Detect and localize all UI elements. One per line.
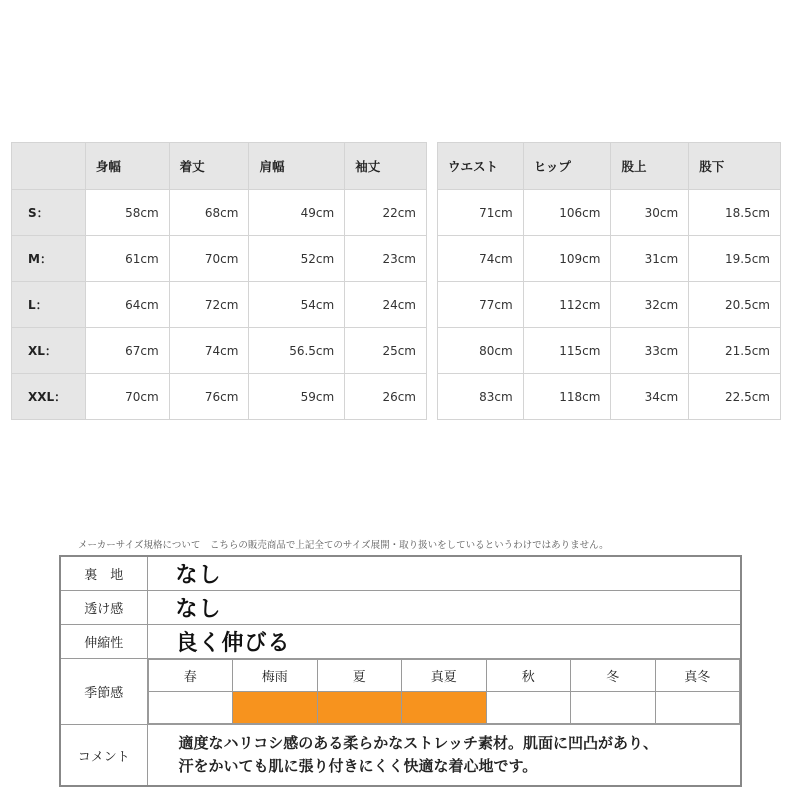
table-cell: 19.5cm (689, 236, 781, 282)
stretch-label: 伸縮性 (60, 625, 147, 659)
attr-row-comment (60, 725, 741, 787)
season-winter: 冬 (571, 660, 656, 692)
table-cell: 74cm (438, 236, 524, 282)
size-label: XXL： (12, 374, 86, 420)
comment-line: 汗をかいても肌に張り付きにくく快適な着心地です。 (178, 757, 538, 775)
season-midwinter: 真冬 (655, 660, 740, 692)
attr-row-season (60, 659, 741, 725)
table-cell: 70cm (169, 236, 249, 282)
table-cell: 25cm (345, 328, 427, 374)
table-row (438, 374, 781, 420)
table-cell: 31cm (611, 236, 689, 282)
size-table-bottom-measurements (437, 142, 781, 420)
table-cell: 26cm (345, 374, 427, 420)
size-label: M： (12, 236, 86, 282)
attr-row-sheer (60, 591, 741, 625)
comment-text (149, 726, 740, 784)
season-indicator-rainy (233, 692, 318, 724)
header-sleeve-length: 袖丈 (345, 143, 427, 190)
attr-row-stretch (60, 625, 741, 659)
table-cell: 22cm (345, 190, 427, 236)
table-cell: 71cm (438, 190, 524, 236)
table-cell: 24cm (345, 282, 427, 328)
table-cell: 72cm (169, 282, 249, 328)
table-row (438, 328, 781, 374)
season-indicator-row (148, 692, 740, 724)
header-body-width: 身幅 (85, 143, 169, 190)
size-label: XL： (12, 328, 86, 374)
season-indicator-spring (148, 692, 233, 724)
table-cell: 30cm (611, 190, 689, 236)
table-cell: 109cm (523, 236, 611, 282)
header-rise: 股上 (611, 143, 689, 190)
season-indicator-midsummer (402, 692, 487, 724)
table-cell: 18.5cm (689, 190, 781, 236)
table-cell: 21.5cm (689, 328, 781, 374)
season-grid (148, 659, 741, 724)
table-cell: 118cm (523, 374, 611, 420)
table-row (12, 236, 427, 282)
table-cell: 80cm (438, 328, 524, 374)
header-hip: ヒップ (523, 143, 611, 190)
comment-cell (147, 725, 741, 787)
table-cell: 115cm (523, 328, 611, 374)
table-header-row (438, 143, 781, 190)
table-row (12, 374, 427, 420)
size-label: L： (12, 282, 86, 328)
season-rainy: 梅雨 (233, 660, 318, 692)
table-cell: 68cm (169, 190, 249, 236)
season-summer: 夏 (317, 660, 402, 692)
lining-value: なし (147, 556, 741, 591)
table-cell: 59cm (249, 374, 345, 420)
table-row (438, 236, 781, 282)
season-cell (147, 659, 741, 725)
season-label: 季節感 (60, 659, 147, 725)
table-cell: 67cm (85, 328, 169, 374)
table-cell: 20.5cm (689, 282, 781, 328)
season-spring: 春 (148, 660, 233, 692)
table-header-row (12, 143, 427, 190)
table-row (12, 328, 427, 374)
season-indicator-winter (571, 692, 656, 724)
table-cell: 74cm (169, 328, 249, 374)
table-cell: 77cm (438, 282, 524, 328)
season-indicator-midwinter (655, 692, 740, 724)
table-cell: 52cm (249, 236, 345, 282)
table-cell: 54cm (249, 282, 345, 328)
table-cell: 49cm (249, 190, 345, 236)
season-indicator-summer (317, 692, 402, 724)
table-cell: 23cm (345, 236, 427, 282)
maker-size-note: メーカーサイズ規格について こちらの販売商品で上記全てのサイズ展開・取り扱いをしているというわけではありません。 (78, 540, 609, 551)
header-corner-cell (12, 143, 86, 190)
table-cell: 112cm (523, 282, 611, 328)
header-waist: ウエスト (438, 143, 524, 190)
season-midsummer: 真夏 (402, 660, 487, 692)
table-cell: 76cm (169, 374, 249, 420)
sheer-value: なし (147, 591, 741, 625)
lining-label: 裏 地 (60, 556, 147, 591)
table-row (438, 282, 781, 328)
header-inseam: 股下 (689, 143, 781, 190)
size-table-top-measurements (11, 142, 427, 420)
size-label: S： (12, 190, 86, 236)
table-cell: 70cm (85, 374, 169, 420)
attr-row-lining (60, 556, 741, 591)
table-row (12, 190, 427, 236)
table-row (12, 282, 427, 328)
product-attributes-table (59, 555, 742, 787)
table-cell: 58cm (85, 190, 169, 236)
season-names-row (148, 660, 740, 692)
comment-label: コメント (60, 725, 147, 787)
header-shoulder-width: 肩幅 (249, 143, 345, 190)
table-cell: 32cm (611, 282, 689, 328)
table-cell: 22.5cm (689, 374, 781, 420)
season-indicator-autumn (486, 692, 571, 724)
table-cell: 64cm (85, 282, 169, 328)
table-row (438, 190, 781, 236)
sheer-label: 透け感 (60, 591, 147, 625)
table-cell: 34cm (611, 374, 689, 420)
table-cell: 83cm (438, 374, 524, 420)
table-cell: 61cm (85, 236, 169, 282)
stretch-value: 良く伸びる (147, 625, 741, 659)
table-cell: 106cm (523, 190, 611, 236)
header-length: 着丈 (169, 143, 249, 190)
comment-line: 適度なハリコシ感のある柔らかなストレッチ素材。肌面に凹凸があり、 (178, 734, 659, 752)
season-autumn: 秋 (486, 660, 571, 692)
table-cell: 33cm (611, 328, 689, 374)
table-cell: 56.5cm (249, 328, 345, 374)
